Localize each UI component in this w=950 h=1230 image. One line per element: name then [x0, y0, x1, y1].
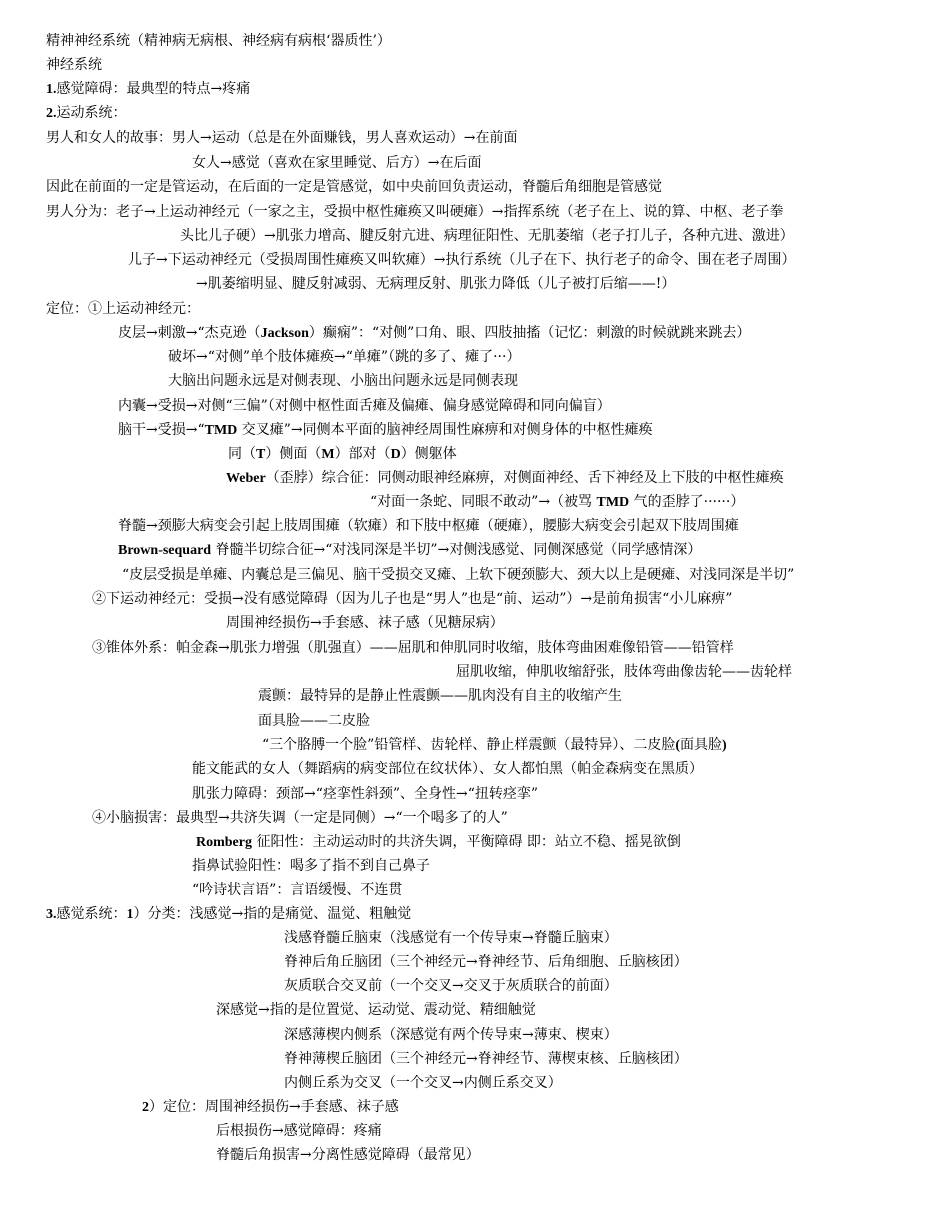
- text-line: 脊神薄楔丘脑团（三个神经元→脊神经节、薄楔束核、丘脑核团）: [284, 1051, 688, 1067]
- text-line: 肌张力障碍：颈部→“痉挛性斜颈”、全身性→“扭转痉挛”: [192, 786, 539, 802]
- text-line: 男人和女人的故事：男人→运动（总是在外面赚钱，男人喜欢运动）→在前面: [46, 130, 518, 146]
- text-line: 定位：①上运动神经元：: [46, 301, 200, 317]
- text-line: 周围神经损伤→手套感、袜子感（见糖尿病）: [226, 615, 504, 631]
- text-line: 同（T）侧面（M）部对（D）侧躯体: [228, 446, 457, 462]
- text-line: 精神神经系统（精神病无病根、神经病有病根‘器质性’）: [46, 33, 391, 49]
- text-line: 头比儿子硬）→肌张力增高、腱反射亢进、病理征阳性、无肌萎缩（老子打儿子，各种亢进、激进）: [180, 228, 794, 244]
- text-line: 儿子→下运动神经元（受损周围性瘫痪又叫软瘫）→执行系统（儿子在下、执行老子的命令、围在老子周围）: [128, 252, 796, 268]
- text-line: 能文能武的女人（舞蹈病的病变部位在纹状体）、女人都怕黑（帕金森病变在黑质）: [192, 761, 703, 777]
- text-line: 指鼻试验阳性：喝多了指不到自己鼻子: [192, 858, 430, 874]
- text-line: 深感觉→指的是位置觉、运动觉、震动觉、精细触觉: [216, 1002, 536, 1018]
- text-line: ②下运动神经元：受损→没有感觉障碍（因为儿子也是“男人”也是“前、运动”）→是前角损害“小儿麻痹”: [92, 591, 733, 607]
- text-line: 震颤：最特异的是静止性震颤——肌肉没有自主的收缩产生: [258, 688, 622, 704]
- text-line: 浅感脊髓丘脑束（浅感觉有一个传导束→脊髓丘脑束）: [284, 930, 618, 946]
- text-line: 因此在前面的一定是管运动，在后面的一定是管感觉，如中央前回负责运动，脊髓后角细胞是管感觉: [46, 179, 662, 195]
- text-line: Romberg 征阳性：主动运动时的共济失调，平衡障碍 即：站立不稳、摇晃欲倒: [196, 834, 681, 850]
- text-line: 3.感觉系统：1）分类：浅感觉→指的是痛觉、温觉、粗触觉: [46, 906, 412, 922]
- text-line: 脊髓后角损害→分离性感觉障碍（最常见）: [216, 1147, 480, 1163]
- text-line: Brown-sequard 脊髓半切综合征→“对浅同深是半切”→对侧浅感觉、同侧深感觉（同学感情深）: [118, 542, 702, 558]
- text-line: “吟诗状言语”：言语缓慢、不连贯: [192, 882, 403, 898]
- text-line: 脊神后角丘脑团（三个神经元→脊神经节、后角细胞、丘脑核团）: [284, 954, 688, 970]
- text-line: 2.运动系统：: [46, 105, 127, 121]
- text-line: 脊髓→颈膨大病变会引起上肢周围瘫（软瘫）和下肢中枢瘫（硬瘫），腰膨大病变会引起双下肢周围瘫: [118, 518, 739, 534]
- text-line: 深感薄楔内侧系（深感觉有两个传导束→薄束、楔束）: [284, 1027, 618, 1043]
- text-line: 屈肌收缩，伸肌收缩舒张，肢体弯曲像齿轮——齿轮样: [456, 664, 792, 680]
- text-line: “对面一条蛇、同眼不敢动”→（被骂 TMD 气的歪脖了······）: [370, 494, 745, 510]
- text-line: Weber（歪脖）综合征：同侧动眼神经麻痹，对侧面神经、舌下神经及上下肢的中枢性瘫痪: [226, 470, 784, 486]
- text-line: “三个胳膊一个脸”铅管样、齿轮样、静止样震颤（最特异）、二皮脸(面具脸): [262, 737, 727, 753]
- text-line: 男人分为：老子→上运动神经元（一家之主，受损中枢性瘫痪又叫硬瘫）→指挥系统（老子在上、说的算、中枢、老子拳: [46, 204, 784, 220]
- text-line: 女人→感觉（喜欢在家里睡觉、后方）→在后面: [192, 155, 482, 171]
- text-line: 后根损伤→感觉障碍：疼痛: [216, 1123, 382, 1139]
- text-line: 脑干→受损→“TMD 交叉瘫”→同侧本平面的脑神经周围性麻痹和对侧身体的中枢性瘫痪: [118, 422, 653, 438]
- text-line: 大脑出问题永远是对侧表现、小脑出问题永远是同侧表现: [168, 373, 518, 389]
- text-line: ④小脑损害：最典型→共济失调（一定是同侧）→“一个喝多了的人”: [92, 810, 508, 826]
- text-line: 破坏→“对侧”单个肢体瘫痪→“单瘫”（跳的多了、瘫了···）: [168, 349, 521, 365]
- text-line: 灰质联合交叉前（一个交叉→交叉于灰质联合的前面）: [284, 978, 618, 994]
- text-line: 1.感觉障碍：最典型的特点→疼痛: [46, 81, 251, 97]
- text-line: ③锥体外系：帕金森→肌张力增强（肌强直）——屈肌和伸肌同时收缩，肢体弯曲困难像铅管——铅管样: [92, 640, 734, 656]
- text-line: 2）定位：周围神经损伤→手套感、袜子感: [142, 1099, 399, 1115]
- text-line: 内囊→受损→对侧“三偏”（对侧中枢性面舌瘫及偏瘫、偏身感觉障碍和同向偏盲）: [118, 398, 611, 414]
- text-line: “皮层受损是单瘫、内囊总是三偏见、脑干受损交叉瘫、上软下硬颈膨大、颈大以上是硬瘫、对浅同深是半切”: [122, 567, 795, 583]
- text-line: 皮层→刺激→“杰克逊（Jackson）癫痫”：“对侧”口角、眼、四肢抽搐（记忆：刺激的时候就跳来跳去）: [118, 325, 751, 341]
- text-line: 神经系统: [46, 57, 102, 73]
- text-line: →肌萎缩明显、腱反射减弱、无病理反射、肌张力降低（儿子被打后缩——!）: [196, 276, 676, 292]
- text-line: 内侧丘系为交叉（一个交叉→内侧丘系交叉）: [284, 1075, 562, 1091]
- text-line: 面具脸——二皮脸: [258, 713, 370, 729]
